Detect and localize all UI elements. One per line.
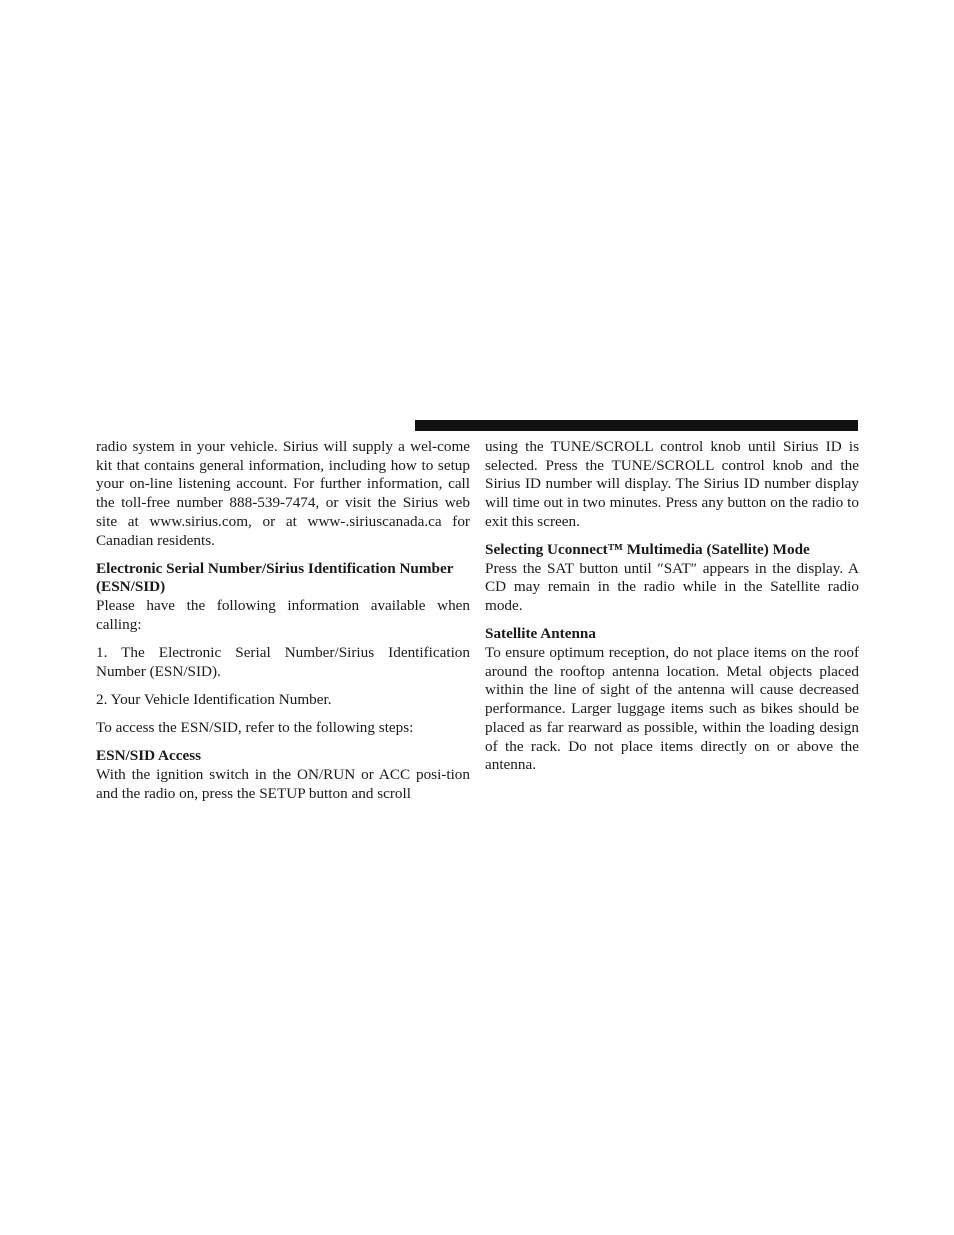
- scroll-continue-paragraph: using the TUNE/SCROLL control knob until Sirius ID is selected. Press the TUNE/SCROLL control knob and the Sirius ID number will display. The Sirius ID number display will time out in two minutes. Press any button on the radio to exit this screen.: [485, 438, 859, 530]
- intro-paragraph: radio system in your vehicle. Sirius will supply a wel-come kit that contains general information, including how to setup your on-line listening account. For further information, call the toll-free number 888-539-7474, or visit the Sirius web site at www.sirius.com, or at www-.siriuscanada.ca for Canadian residents.: [96, 438, 470, 549]
- satellite-antenna-paragraph: To ensure optimum reception, do not place items on the roof around the rooftop antenna location. Metal objects placed within the line of sight of the antenna will cause decreased performance. Larger luggage items such as bikes should be placed as far rearward as possible, within the loading design of the rack. Do not place items directly on or above the antenna.: [485, 644, 859, 774]
- list-item-esn: 1. The Electronic Serial Number/Sirius Identification Number (ESN/SID).: [96, 644, 470, 680]
- access-steps-paragraph: To access the ESN/SID, refer to the following steps:: [96, 719, 414, 737]
- esn-info-paragraph: Please have the following information available when calling:: [96, 597, 470, 633]
- esn-access-heading: ESN/SID Access: [96, 747, 202, 765]
- satellite-mode-paragraph: Press the SAT button until ″SAT″ appears in the display. A CD may remain in the radio while in the Satellite radio mode.: [485, 559, 859, 615]
- esn-heading: Electronic Serial Number/Sirius Identification Number (ESN/SID): [96, 559, 454, 596]
- satellite-antenna-heading: Satellite Antenna: [485, 625, 596, 643]
- satellite-mode-heading: Selecting Uconnect™ Multimedia (Satellite) Mode: [485, 541, 810, 559]
- esn-access-paragraph: With the ignition switch in the ON/RUN or ACC posi-tion and the radio on, press the SETUP button and scroll: [96, 766, 470, 802]
- right-column: [485, 438, 859, 784]
- left-column: [96, 438, 470, 813]
- list-item-vin: 2. Your Vehicle Identification Number.: [96, 690, 332, 708]
- section-header-bar: [415, 420, 858, 431]
